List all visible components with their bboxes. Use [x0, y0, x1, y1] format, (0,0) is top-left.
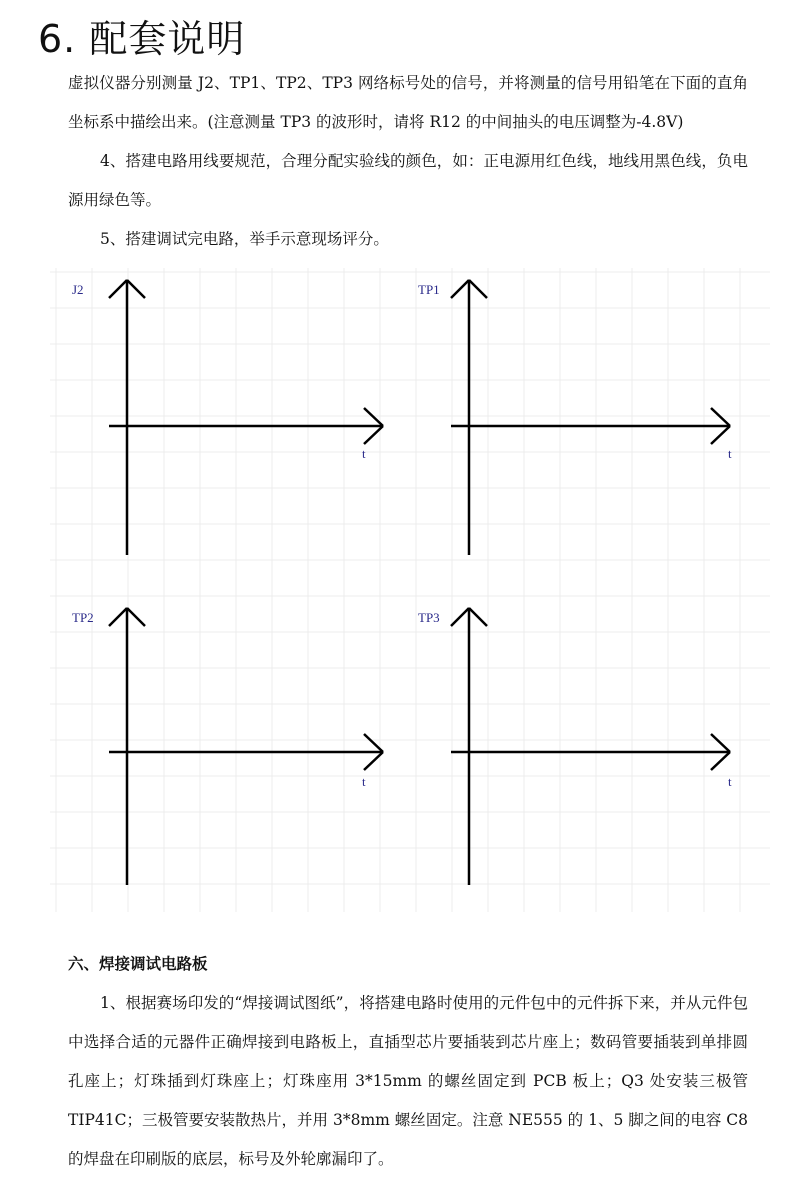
plot-label-j2: J2 — [72, 282, 84, 297]
paragraph-wiring: 4、搭建电路用线要规范，合理分配实验线的颜色，如：正电源用红色线，地线用黑色线，负电源用绿色等。 — [68, 152, 748, 209]
axis-label-t: t — [362, 446, 366, 461]
x-axis-arrow — [711, 752, 730, 770]
y-axis-arrow — [109, 280, 127, 298]
plot-label-tp3: TP3 — [418, 610, 440, 625]
y-axis-arrow — [127, 608, 145, 626]
y-axis-arrow — [451, 608, 469, 626]
y-axis-arrow — [127, 280, 145, 298]
paragraph-soldering: 1、根据赛场印发的“焊接调试图纸”，将搭建电路时使用的元件包中的元件拆下来，并从元件包中选择合适的元器件正确焊接到电路板上，直插型芯片要插装到芯片座上；数码管要插装到单排圆孔座上；灯珠插到灯珠座上；灯珠座用 3*15mm 的螺丝固定到 PCB 板上；Q3 处安装三极管 TIP41C；三极管要安装散热片，并用 3*8mm 螺丝固定。注意 NE555 的 1、5 脚之间的电容 C8 的焊盘在印刷版的底层，标号及外轮廓漏印了。 — [68, 994, 748, 1168]
y-axis-arrow — [469, 280, 487, 298]
section-heading: 六、焊接调试电路板 — [68, 955, 208, 973]
plot-label-tp1: TP1 — [418, 282, 440, 297]
y-axis-arrow — [451, 280, 469, 298]
paragraph-instructions: 虚拟仪器分别测量 J2、TP1、TP2、TP3 网络标号处的信号，并将测量的信号用铅笔在下面的直角坐标系中描绘出来。(注意测量 TP3 的波形时，请将 R12 的中间抽头的电压调整为-4.8V) — [68, 74, 748, 131]
x-axis-arrow — [711, 734, 730, 752]
y-axis-arrow — [469, 608, 487, 626]
y-axis-arrow — [109, 608, 127, 626]
axis-label-t: t — [728, 446, 732, 461]
plot-label-tp2: TP2 — [72, 610, 94, 625]
paragraph-scoring: 5、搭建调试完电路，举手示意现场评分。 — [100, 230, 389, 248]
axis-label-t: t — [728, 774, 732, 789]
x-axis-arrow — [711, 408, 730, 426]
section-title: 6. 配套说明 — [38, 17, 246, 61]
axis-label-t: t — [362, 774, 366, 789]
x-axis-arrow — [711, 426, 730, 444]
